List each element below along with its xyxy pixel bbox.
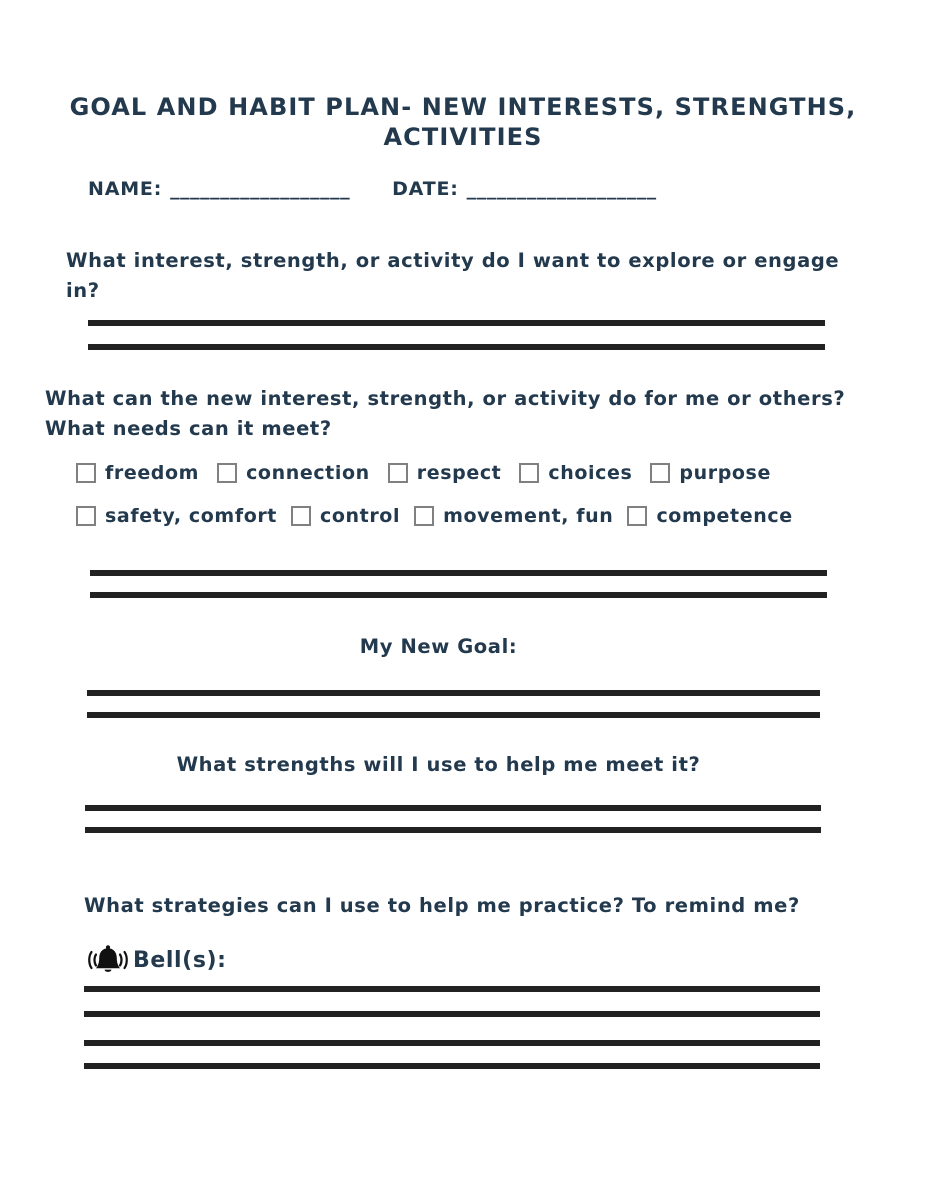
question-4-answer-line-4[interactable] (84, 1063, 820, 1069)
checkbox-box-control[interactable] (291, 506, 311, 526)
question-4-text: What strategies can I use to help me practice? To remind me? (84, 894, 800, 917)
question-1-answer-line-2[interactable] (88, 344, 825, 350)
goal-answer-line-2[interactable] (87, 712, 820, 718)
date-input-blank[interactable]: ___________________ (466, 178, 657, 200)
checkbox-label-purpose: purpose (679, 462, 771, 484)
question-4-answer-line-1[interactable] (84, 986, 820, 992)
goal-answer-line-1[interactable] (87, 690, 820, 696)
checkbox-label-safety-comfort: safety, comfort (105, 505, 277, 527)
checkbox-label-connection: connection (246, 462, 370, 484)
goal-heading: My New Goal: (359, 635, 518, 658)
checkbox-item-purpose[interactable] (650, 462, 789, 484)
question-3-answer-line-2[interactable] (85, 827, 821, 833)
checkbox-box-connection[interactable] (217, 463, 237, 483)
checkbox-item-competence[interactable] (627, 505, 806, 527)
checkbox-box-choices[interactable] (519, 463, 539, 483)
question-1-answer-line-1[interactable] (88, 320, 825, 326)
bell-strategy-row (84, 944, 227, 976)
checkbox-item-freedom[interactable] (76, 462, 217, 484)
question-3-answer-line-1[interactable] (85, 805, 821, 811)
question-4-answer-line-2[interactable] (84, 1011, 820, 1017)
checkbox-box-purpose[interactable] (650, 463, 670, 483)
needs-checkbox-row-1 (76, 462, 789, 484)
checkbox-box-safety-comfort[interactable] (76, 506, 96, 526)
question-2-answer-line-1[interactable] (90, 570, 827, 576)
name-label: NAME: (88, 178, 163, 200)
checkbox-item-choices[interactable] (519, 462, 650, 484)
checkbox-label-movement-fun: movement, fun (443, 505, 614, 527)
checkbox-item-safety-comfort[interactable] (76, 505, 291, 527)
checkbox-label-respect: respect (416, 462, 502, 484)
question-1-text: What interest, strength, or activity do I want to explore or engage in? (66, 249, 840, 302)
bell-label: Bell(s): (133, 947, 227, 973)
checkbox-item-connection[interactable] (217, 462, 388, 484)
checkbox-item-movement-fun[interactable] (414, 505, 627, 527)
checkbox-box-competence[interactable] (627, 506, 647, 526)
question-4-answer-line-3[interactable] (84, 1040, 820, 1046)
checkbox-label-choices: choices (548, 462, 633, 484)
page-title: GOAL AND HABIT PLAN- NEW INTERESTS, STRENGTHS, ACTIVITIES (69, 93, 857, 151)
checkbox-item-control[interactable] (291, 505, 414, 527)
checkbox-label-competence: competence (656, 505, 793, 527)
checkbox-box-movement-fun[interactable] (414, 506, 434, 526)
checkbox-label-control: control (320, 505, 401, 527)
question-2-answer-line-2[interactable] (90, 592, 827, 598)
name-input-blank[interactable]: __________________ (170, 178, 351, 200)
question-2-text: What can the new interest, strength, or activity do for me or others? What needs can it meet? (45, 387, 846, 440)
bell-icon (84, 944, 132, 976)
date-label: DATE: (392, 178, 459, 200)
checkbox-box-freedom[interactable] (76, 463, 96, 483)
needs-checkbox-row-2 (76, 505, 807, 527)
checkbox-box-respect[interactable] (388, 463, 408, 483)
name-date-row (88, 178, 868, 206)
checkbox-label-freedom: freedom (105, 462, 200, 484)
checkbox-item-respect[interactable] (388, 462, 520, 484)
question-3-text: What strengths will I use to help me meet it? (176, 753, 701, 776)
